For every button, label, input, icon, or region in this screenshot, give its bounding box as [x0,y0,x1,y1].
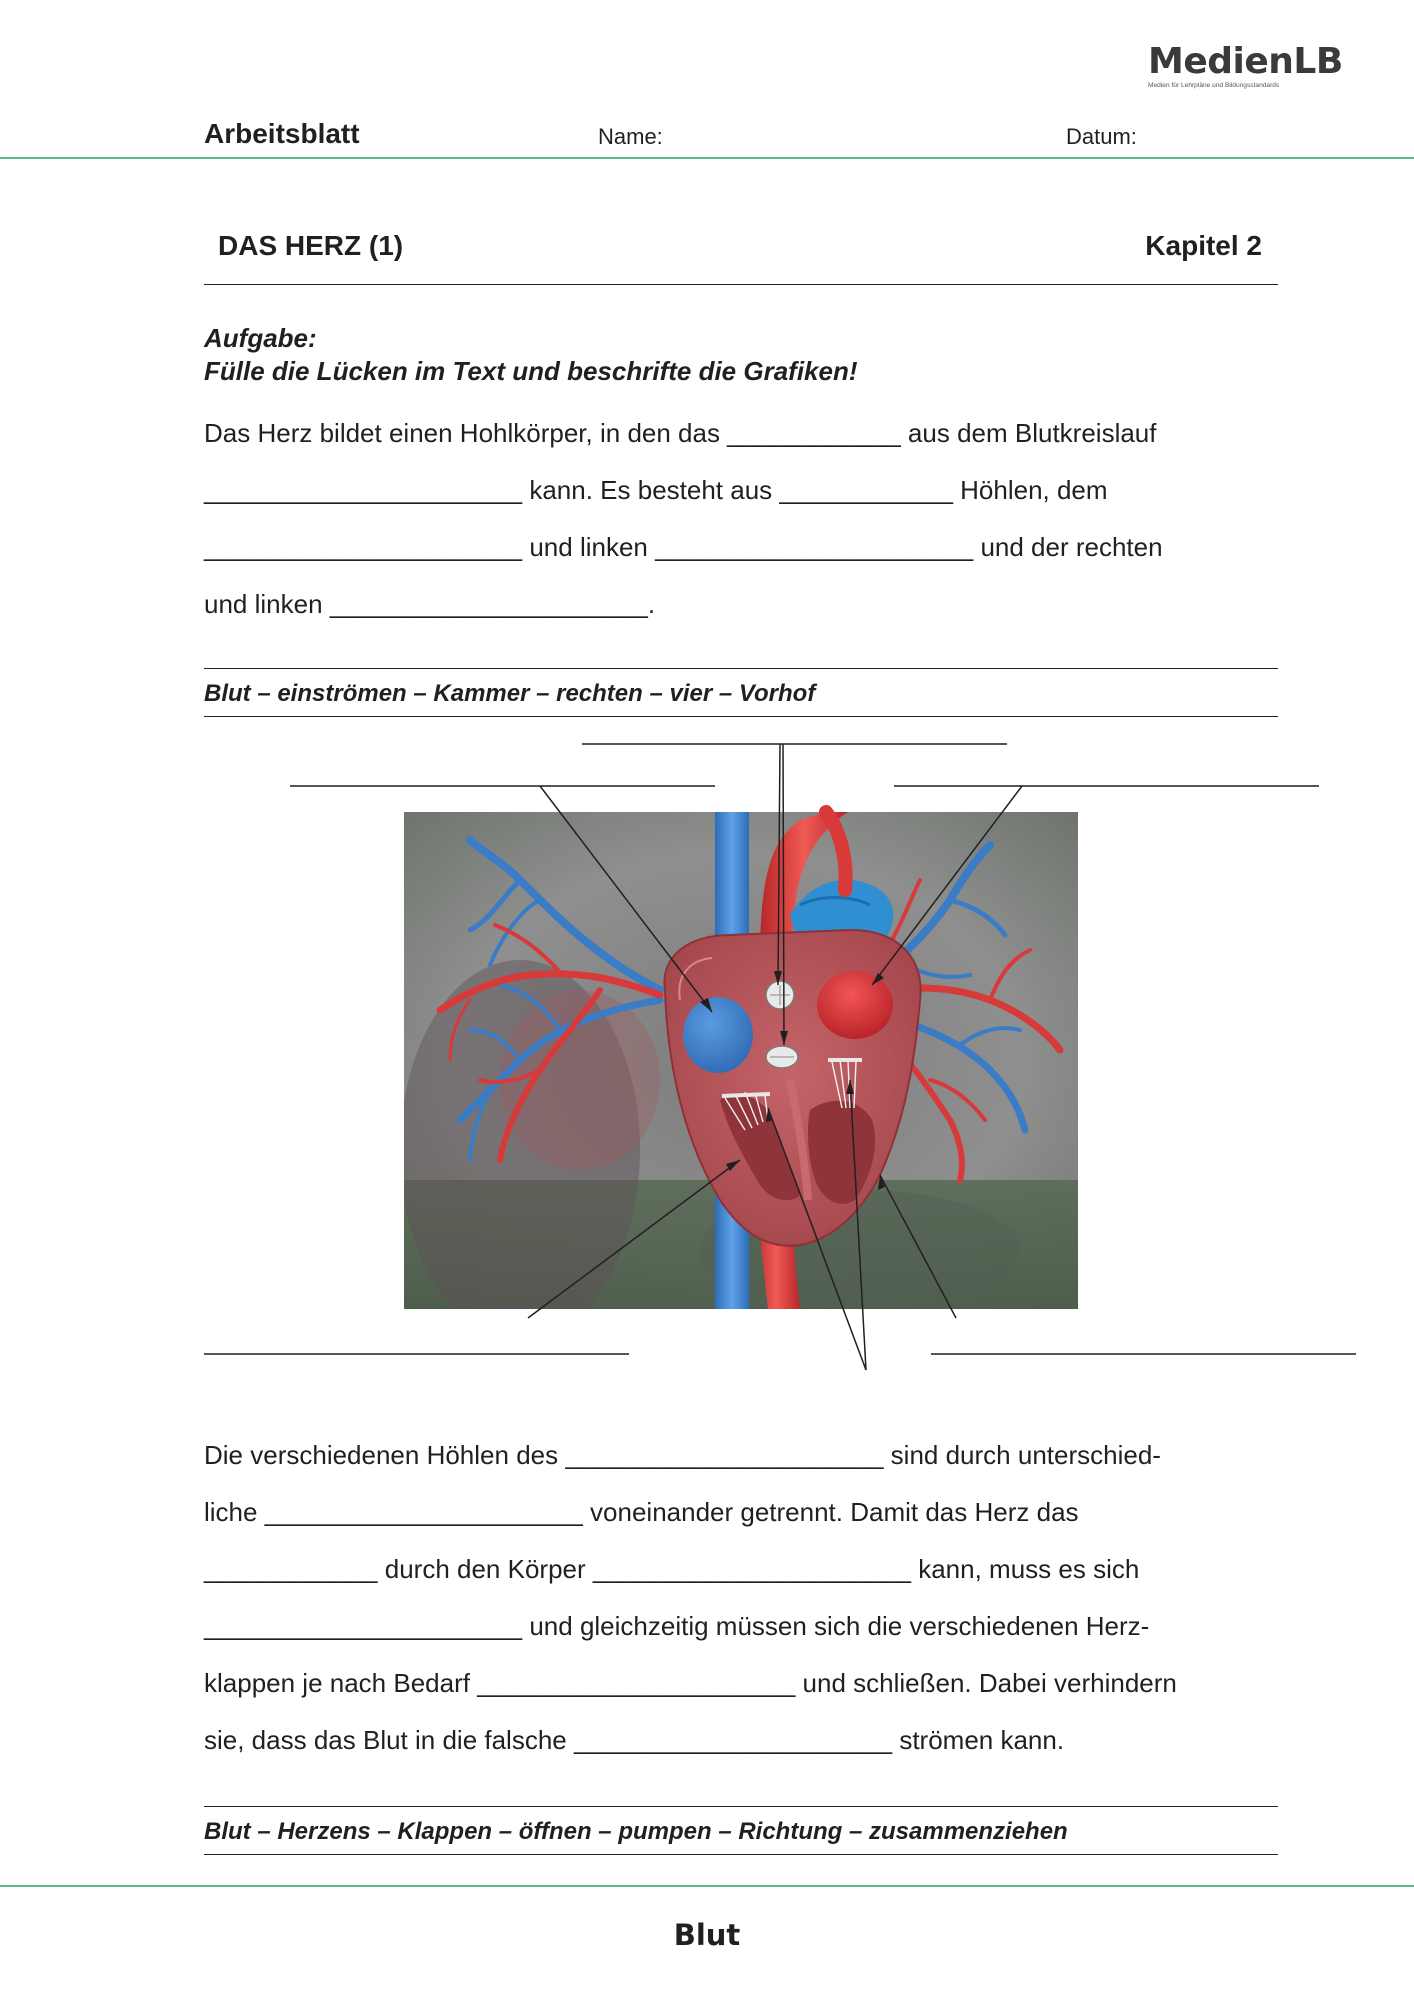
gap-text-2-line-6: sie, dass das Blut in die falsche ______________________ strömen kann. [204,1725,1065,1755]
medienlb-logo [1148,41,1348,89]
word-bank-2-bottom-rule [204,1854,1278,1855]
word-bank-1: Blut – einströmen – Kammer – rechten – vier – Vorhof [204,680,816,707]
right-atrium [683,997,753,1073]
gap-text-1-line-4: und linken ______________________. [204,589,656,619]
sheet-label: Arbeitsblatt [204,118,360,149]
chapter-label: Kapitel 2 [1145,230,1262,261]
gap-text-1-line-3: ______________________ und linken ______________________ und der rechten [204,532,1163,562]
word-bank-2-top-rule [204,1806,1278,1807]
gap-text-2-line-3: ____________ durch den Körper ______________________ kann, muss es sich [204,1554,1140,1584]
logo-tagline: Medien für Lehrpläne und Bildungsstandards [1148,82,1280,89]
header-divider [0,157,1414,159]
task-label: Aufgabe: [204,323,317,353]
gap-text-2-line-5: klappen je nach Bedarf ______________________ und schließen. Dabei verhindern [204,1668,1177,1698]
worksheet-title: DAS HERZ (1) [218,230,404,261]
logo-wordmark: MedienLB [1148,41,1343,82]
gap-text-1-line-2: ______________________ kann. Es besteht aus ____________ Höhlen, dem [204,475,1108,505]
gap-text-1-line-1: Das Herz bildet einen Hohlkörper, in den das ____________ aus dem Blutkreislauf [204,418,1157,448]
aortic-valve [766,1046,798,1068]
heart-diagram [0,720,1414,1400]
left-atrium [817,971,893,1039]
footer-topic: Blut [673,1918,741,1952]
gap-text-2-line-4: ______________________ und gleichzeitig müssen sich die verschiedenen Herz- [204,1611,1150,1641]
gap-text-2-line-2: liche ______________________ voneinander getrennt. Damit das Herz das [204,1497,1079,1527]
date-label: Datum: [1066,124,1137,149]
word-bank-2: Blut – Herzens – Klappen – öffnen – pumpen – Richtung – zusammenziehen [204,1818,1068,1845]
gap-text-2-line-1: Die verschiedenen Höhlen des ______________________ sind durch unterschied- [204,1440,1161,1470]
word-bank-1-top-rule [204,668,1278,669]
name-label: Name: [598,124,663,149]
footer-divider [0,1885,1414,1887]
task-instruction: Fülle die Lücken im Text und beschrifte die Grafiken! [204,356,858,386]
title-divider [204,284,1278,285]
pulmonary-valve [766,981,794,1009]
word-bank-1-bottom-rule [204,716,1278,717]
